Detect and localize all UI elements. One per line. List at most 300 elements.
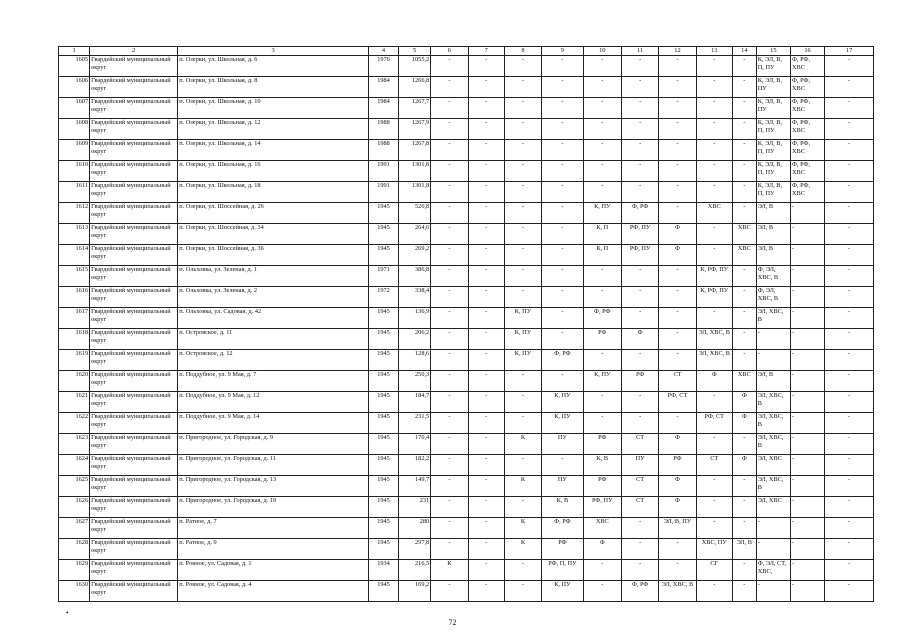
table-cell: - (621, 539, 658, 560)
table-cell: - (756, 518, 790, 539)
table-cell: 1945 (369, 224, 399, 245)
table-cell: - (583, 140, 621, 161)
table-cell: 1615 (59, 266, 90, 287)
table-cell: - (756, 329, 790, 350)
table-row (59, 497, 874, 518)
table-cell: 1945 (369, 539, 399, 560)
table-cell: ЭЛ, В, ПУ (659, 518, 696, 539)
table-cell: - (790, 371, 824, 392)
table-cell: РФ (583, 434, 621, 455)
table-cell: - (468, 245, 504, 266)
table-cell: - (790, 287, 824, 308)
table-cell: - (504, 77, 541, 98)
column-number-header: 4 (369, 47, 399, 56)
table-cell: - (583, 287, 621, 308)
table-cell: - (431, 392, 468, 413)
table-cell: - (431, 539, 468, 560)
table-cell: 1619 (59, 350, 90, 371)
table-cell: - (468, 224, 504, 245)
table-cell: - (431, 371, 468, 392)
table-cell: - (732, 182, 756, 203)
table-cell: 1991 (369, 161, 399, 182)
table-cell: - (431, 329, 468, 350)
table-cell: ЭЛ, ХВС, В (696, 329, 732, 350)
table-cell: - (659, 350, 696, 371)
table-cell: - (583, 392, 621, 413)
table-row (59, 476, 874, 497)
table-cell: 1301,8 (399, 182, 431, 203)
table-cell: Гвардейский муниципальный округ (90, 77, 178, 98)
table-cell: ПУ (621, 455, 658, 476)
table-cell: Ф (659, 224, 696, 245)
table-cell: РФ (583, 329, 621, 350)
table-cell: К, ЭЛ, В, П, ПУ (756, 119, 790, 140)
table-cell: ЭЛ, ХВС, В (756, 392, 790, 413)
table-cell: - (468, 56, 504, 77)
table-cell: - (696, 518, 732, 539)
table-cell: - (468, 98, 504, 119)
table-cell: 1972 (369, 287, 399, 308)
table-cell: Гвардейский муниципальный округ (90, 98, 178, 119)
table-cell: - (659, 413, 696, 434)
table-cell: 297,8 (399, 539, 431, 560)
table-cell: 1991 (369, 182, 399, 203)
table-cell: 169,2 (399, 581, 431, 602)
table-cell: - (504, 413, 541, 434)
table-cell: - (621, 140, 658, 161)
table-cell: Гвардейский муниципальный округ (90, 245, 178, 266)
table-cell: - (468, 539, 504, 560)
table-cell: п. Озерки, ул. Школьная, д. 14 (178, 140, 369, 161)
table-cell: ХВС (732, 245, 756, 266)
table-cell: Ф (696, 371, 732, 392)
table-cell: - (732, 119, 756, 140)
table-cell: РФ (659, 455, 696, 476)
table-cell: ЭЛ, ХВС, В (756, 434, 790, 455)
table-cell: - (621, 119, 658, 140)
table-cell: - (504, 392, 541, 413)
table-cell: - (431, 518, 468, 539)
table-cell: 182,2 (399, 455, 431, 476)
table-cell: РФ (542, 539, 583, 560)
table-cell: - (790, 476, 824, 497)
table-cell: - (732, 56, 756, 77)
table-cell: - (732, 203, 756, 224)
table-cell: 1945 (369, 455, 399, 476)
table-cell: - (431, 56, 468, 77)
table-cell: Ф, РФ, ХВС (790, 161, 824, 182)
table-cell: 1945 (369, 371, 399, 392)
table-cell: РФ, П, ПУ (542, 560, 583, 581)
table-cell: - (621, 392, 658, 413)
table-cell: - (790, 455, 824, 476)
table-cell: Гвардейский муниципальный округ (90, 434, 178, 455)
table-cell: - (621, 518, 658, 539)
register-sheet (58, 46, 874, 602)
table-cell: 231 (399, 497, 431, 518)
table-row (59, 329, 874, 350)
table-cell: 264,6 (399, 224, 431, 245)
table-cell: - (621, 287, 658, 308)
table-cell: 206,2 (399, 329, 431, 350)
table-cell: 1984 (369, 98, 399, 119)
table-cell: 1627 (59, 518, 90, 539)
table-cell: - (790, 560, 824, 581)
table-cell: К, П (583, 245, 621, 266)
table-cell: - (825, 308, 874, 329)
table-cell: п. Озерки, ул. Школьная, д. 10 (178, 98, 369, 119)
table-cell: 1945 (369, 203, 399, 224)
table-cell: Гвардейский муниципальный округ (90, 455, 178, 476)
table-cell: К, РФ, ПУ (696, 266, 732, 287)
table-cell: - (621, 182, 658, 203)
table-cell: 1945 (369, 581, 399, 602)
table-cell: п. Поддубное, ул. 9 Мая, д. 14 (178, 413, 369, 434)
table-cell: - (621, 56, 658, 77)
column-number-header: 7 (468, 47, 504, 56)
table-cell: 1988 (369, 140, 399, 161)
table-cell: 1622 (59, 413, 90, 434)
table-cell: Гвардейский муниципальный округ (90, 182, 178, 203)
table-cell: Гвардейский муниципальный округ (90, 119, 178, 140)
table-cell: - (696, 161, 732, 182)
table-cell: - (732, 329, 756, 350)
table-cell: - (468, 119, 504, 140)
column-number-header: 17 (825, 47, 874, 56)
table-row (59, 224, 874, 245)
table-cell: 1629 (59, 560, 90, 581)
table-cell: п. Озерки, ул. Школьная, д. 16 (178, 161, 369, 182)
table-cell: К, ПУ (542, 392, 583, 413)
table-cell: 1625 (59, 476, 90, 497)
table-row (59, 581, 874, 602)
table-cell: - (825, 413, 874, 434)
table-cell: 1945 (369, 245, 399, 266)
table-cell: 128,6 (399, 350, 431, 371)
column-number-header: 8 (504, 47, 541, 56)
table-cell: - (583, 182, 621, 203)
table-cell: - (431, 203, 468, 224)
table-cell: - (659, 266, 696, 287)
table-cell: - (825, 245, 874, 266)
table-cell: 1945 (369, 329, 399, 350)
table-cell: - (504, 119, 541, 140)
table-cell: - (825, 539, 874, 560)
table-cell: ЭЛ, В (756, 203, 790, 224)
table-cell: - (468, 371, 504, 392)
table-cell: - (696, 224, 732, 245)
table-cell: - (468, 182, 504, 203)
table-cell: - (431, 455, 468, 476)
table-cell: - (732, 350, 756, 371)
table-row (59, 203, 874, 224)
table-cell: п. Ратное, д. 9 (178, 539, 369, 560)
table-cell: ЭЛ, В (756, 371, 790, 392)
table-cell: - (504, 182, 541, 203)
table-cell: - (431, 245, 468, 266)
table-row (59, 140, 874, 161)
table-cell: РФ, СТ (696, 413, 732, 434)
column-number-header: 2 (90, 47, 178, 56)
table-cell: - (468, 560, 504, 581)
table-cell: - (504, 161, 541, 182)
table-cell: - (659, 203, 696, 224)
table-cell: Ф, РФ, ХВС (790, 77, 824, 98)
table-cell: - (431, 266, 468, 287)
table-cell: Гвардейский муниципальный округ (90, 308, 178, 329)
table-row (59, 539, 874, 560)
table-cell: - (431, 476, 468, 497)
table-cell: - (696, 497, 732, 518)
table-cell: Гвардейский муниципальный округ (90, 560, 178, 581)
table-cell: - (583, 77, 621, 98)
table-cell: К, В (542, 497, 583, 518)
table-cell: - (825, 77, 874, 98)
table-cell: - (583, 56, 621, 77)
table-cell: Ф, РФ, ХВС (790, 140, 824, 161)
table-cell: К, ЭЛ, В, П, ПУ (756, 161, 790, 182)
table-cell: - (825, 119, 874, 140)
table-cell: Гвардейский муниципальный округ (90, 161, 178, 182)
table-cell: К, РФ, ПУ (696, 287, 732, 308)
table-cell: - (696, 140, 732, 161)
table-cell: - (542, 287, 583, 308)
table-row (59, 77, 874, 98)
table-cell: - (756, 581, 790, 602)
table-row (59, 98, 874, 119)
table-cell: К, ПУ (504, 308, 541, 329)
table-cell: - (542, 161, 583, 182)
table-cell: - (583, 350, 621, 371)
table-cell: - (659, 329, 696, 350)
column-number-header: 5 (399, 47, 431, 56)
table-cell: - (732, 98, 756, 119)
table-cell: - (732, 581, 756, 602)
table-cell: К, ПУ (583, 371, 621, 392)
table-cell: - (542, 182, 583, 203)
table-cell: - (542, 77, 583, 98)
table-cell: 1616 (59, 287, 90, 308)
table-cell: ПУ (542, 476, 583, 497)
table-cell: ЭЛ, ХВС (756, 497, 790, 518)
table-cell: Гвардейский муниципальный округ (90, 371, 178, 392)
table-cell: п. Островское, д. 11 (178, 329, 369, 350)
column-number-header: 10 (583, 47, 621, 56)
table-cell: - (659, 119, 696, 140)
table-cell: - (732, 560, 756, 581)
table-cell: - (790, 539, 824, 560)
table-cell: - (504, 203, 541, 224)
table-cell: Гвардейский муниципальный округ (90, 581, 178, 602)
table-cell: - (431, 182, 468, 203)
table-row (59, 182, 874, 203)
table-cell: - (621, 161, 658, 182)
table-cell: п. Ольховка, ул. Зеленая, д. 1 (178, 266, 369, 287)
table-cell: Гвардейский муниципальный округ (90, 497, 178, 518)
table-cell: ХВС, ПУ (696, 539, 732, 560)
table-cell: 1267,8 (399, 140, 431, 161)
table-cell: - (542, 119, 583, 140)
table-cell: - (659, 308, 696, 329)
table-cell: - (504, 140, 541, 161)
table-cell: - (542, 245, 583, 266)
table-row (59, 56, 874, 77)
table-cell: - (468, 350, 504, 371)
table-cell: - (825, 224, 874, 245)
table-cell: К, ПУ (504, 329, 541, 350)
column-number-header: 14 (732, 47, 756, 56)
table-cell: - (621, 77, 658, 98)
table-cell: - (583, 581, 621, 602)
table-cell: - (696, 119, 732, 140)
table-row (59, 266, 874, 287)
table-cell: 1934 (369, 560, 399, 581)
table-cell: - (696, 98, 732, 119)
table-cell: Гвардейский муниципальный округ (90, 413, 178, 434)
table-row (59, 455, 874, 476)
table-cell: - (583, 98, 621, 119)
table-cell: - (542, 203, 583, 224)
table-cell: - (790, 224, 824, 245)
table-cell: К, ПУ (542, 581, 583, 602)
table-cell: - (732, 434, 756, 455)
table-cell: - (542, 56, 583, 77)
table-cell: п. Поддубное, ул. 9 Мая, д. 12 (178, 392, 369, 413)
table-cell: - (659, 98, 696, 119)
table-cell: - (468, 287, 504, 308)
table-cell: - (431, 224, 468, 245)
table-row (59, 161, 874, 182)
table-cell: - (504, 497, 541, 518)
table-cell: п. Пригородное, ул. Городская, д. 19 (178, 497, 369, 518)
table-cell: К (504, 518, 541, 539)
table-cell: - (468, 329, 504, 350)
table-cell: - (542, 224, 583, 245)
table-cell: ХВС (732, 224, 756, 245)
column-number-header: 3 (178, 47, 369, 56)
table-cell: - (431, 287, 468, 308)
table-cell: п. Озерки, ул. Шоссейная, д. 36 (178, 245, 369, 266)
table-cell: 1605 (59, 56, 90, 77)
table-cell: 1945 (369, 350, 399, 371)
table-cell: - (696, 581, 732, 602)
table-cell: К, ЭЛ, В, П, ПУ (756, 182, 790, 203)
table-cell: - (431, 350, 468, 371)
table-cell: К (504, 434, 541, 455)
table-cell: Ф (659, 245, 696, 266)
table-cell: ЭЛ, ХВС (756, 455, 790, 476)
table-cell: 1618 (59, 329, 90, 350)
table-cell: - (825, 98, 874, 119)
table-cell: п. Ольховка, ул. Садовая, д. 42 (178, 308, 369, 329)
table-cell: ХВС (696, 203, 732, 224)
table-cell: 526,8 (399, 203, 431, 224)
table-cell: 1945 (369, 413, 399, 434)
table-cell: - (621, 560, 658, 581)
table-row (59, 560, 874, 581)
table-cell: - (732, 518, 756, 539)
table-cell: - (790, 350, 824, 371)
table-cell: - (431, 497, 468, 518)
table-cell: 280 (399, 518, 431, 539)
table-cell: - (825, 350, 874, 371)
table-cell: - (621, 350, 658, 371)
table-cell: 1630 (59, 581, 90, 602)
table-row (59, 245, 874, 266)
table-cell: СТ (621, 497, 658, 518)
table-cell: СТ (621, 434, 658, 455)
table-cell: - (825, 140, 874, 161)
table-cell: - (542, 329, 583, 350)
table-cell: - (504, 455, 541, 476)
table-cell: п. Ольховка, ул. Зеленая, д. 2 (178, 287, 369, 308)
table-cell: - (825, 56, 874, 77)
table-cell: - (431, 161, 468, 182)
table-cell: - (468, 434, 504, 455)
table-cell: Ф, РФ (583, 308, 621, 329)
table-cell: 1945 (369, 392, 399, 413)
table-cell: - (790, 203, 824, 224)
table-cell: 1945 (369, 434, 399, 455)
table-cell: Ф, РФ, ХВС (790, 98, 824, 119)
table-cell: - (468, 161, 504, 182)
housing-register-table (58, 46, 874, 602)
table-cell: Ф (621, 329, 658, 350)
table-cell: п. Озерки, ул. Шоссейная, д. 34 (178, 224, 369, 245)
table-cell: 231,5 (399, 413, 431, 434)
table-cell: - (825, 161, 874, 182)
table-cell: - (696, 56, 732, 77)
table-row (59, 119, 874, 140)
table-cell: ЭЛ, ХВС, В (659, 581, 696, 602)
table-cell: ХВС (732, 371, 756, 392)
table-cell: 386,8 (399, 266, 431, 287)
table-cell: 1628 (59, 539, 90, 560)
table-cell: - (583, 266, 621, 287)
table-cell: - (825, 560, 874, 581)
table-cell: - (542, 140, 583, 161)
table-cell: Гвардейский муниципальный округ (90, 140, 178, 161)
table-cell: п. Пригородное, ул. Городская, д. 11 (178, 455, 369, 476)
table-cell: - (790, 413, 824, 434)
table-cell: Гвардейский муниципальный округ (90, 56, 178, 77)
column-number-header: 16 (790, 47, 824, 56)
table-row (59, 518, 874, 539)
table-cell: - (504, 245, 541, 266)
table-cell: - (790, 329, 824, 350)
table-cell: - (431, 434, 468, 455)
table-cell: - (825, 455, 874, 476)
column-number-header: 1 (59, 47, 90, 56)
table-cell: - (825, 287, 874, 308)
table-cell: 1623 (59, 434, 90, 455)
table-cell: 1610 (59, 161, 90, 182)
table-cell: К, ЭЛ, В, ПУ (756, 98, 790, 119)
table-cell: РФ (621, 371, 658, 392)
table-cell: - (732, 161, 756, 182)
table-cell: Ф, РФ, ХВС (790, 56, 824, 77)
table-cell: 1267,7 (399, 98, 431, 119)
table-cell: - (583, 161, 621, 182)
table-cell: - (542, 266, 583, 287)
table-cell: - (825, 182, 874, 203)
table-cell: РФ, СТ (659, 392, 696, 413)
table-cell: ЭЛ, В (756, 224, 790, 245)
table-cell: Гвардейский муниципальный округ (90, 266, 178, 287)
table-cell: Ф (732, 392, 756, 413)
table-cell: - (790, 308, 824, 329)
table-cell: - (504, 224, 541, 245)
